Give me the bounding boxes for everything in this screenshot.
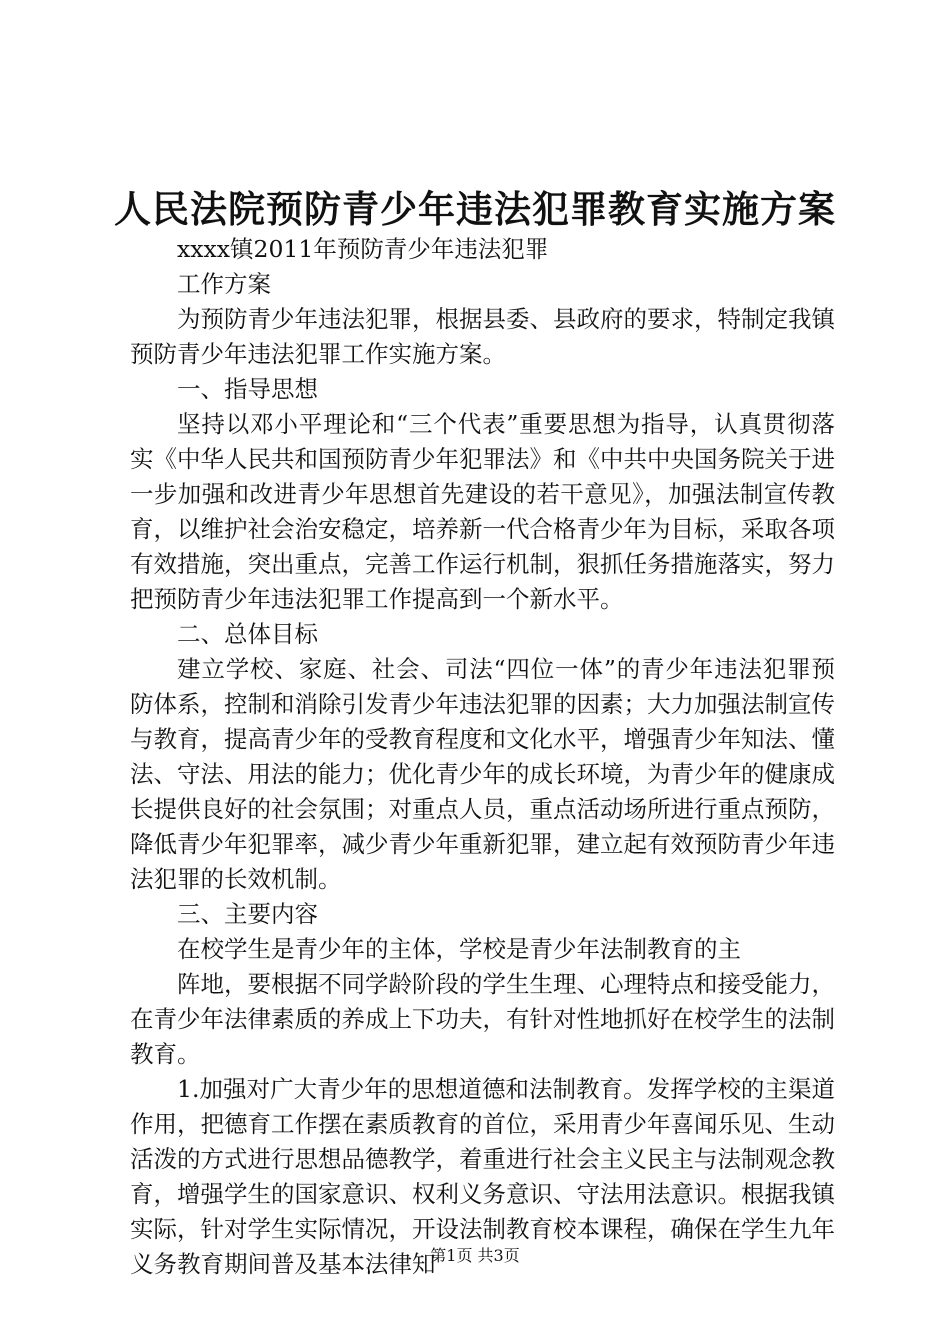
document-title: 人民法院预防青少年违法犯罪教育实施方案 bbox=[114, 187, 836, 231]
paragraph-3: 为预防青少年违法犯罪，根据县委、县政府的要求，特制定我镇预防青少年违法犯罪工作实施方案。 bbox=[130, 305, 835, 368]
section-heading-3: 三、主要内容 bbox=[177, 900, 318, 928]
page-footer: 第1页 共3页 bbox=[430, 1246, 520, 1265]
paragraph-8: 1.加强对广大青少年的思想道德和法制教育。发挥学校的主渠道作用，把德育工作摆在素质教育的首位，采用青少年喜闻乐见、生动活泼的方式进行思想品德教学，着重进行社会主义民主与法制观念教育，增强学生的国家意识、权利义务意识、守法用法意识。根据我镇实际，针对学生实际情况，开设法制教育校本课程，确保在学生九年义务教育期间普及基本法律知 bbox=[130, 1075, 835, 1278]
paragraph-6: 在校学生是青少年的主体，学校是青少年法制教育的主 bbox=[177, 935, 741, 963]
paragraph-2: 工作方案 bbox=[177, 270, 271, 298]
paragraph-5: 建立学校、家庭、社会、司法“四位一体”的青少年违法犯罪预防体系，控制和消除引发青少年违法犯罪的因素；大力加强法制宣传与教育，提高青少年的受教育程度和文化水平，增强青少年知法、懂法、守法、用法的能力；优化青少年的成长环境，为青少年的健康成长提供良好的社会氛围；对重点人员，重点活动场所进行重点预防，降低青少年犯罪率，减少青少年重新犯罪，建立起有效预防青少年违法犯罪的长效机制。 bbox=[130, 655, 835, 893]
document-body bbox=[130, 232, 835, 1282]
paragraph-4: 坚持以邓小平理论和“三个代表”重要思想为指导，认真贯彻落实《中华人民共和国预防青少年犯罪法》和《中共中央国务院关于进一步加强和改进青少年思想首先建设的若干意见》，加强法制宣传教育，以维护社会治安稳定，培养新一代合格青少年为目标，采取各项有效措施，突出重点，完善工作运行机制，狠抓任务措施落实，努力把预防青少年违法犯罪工作提高到一个新水平。 bbox=[130, 410, 835, 613]
section-heading-2: 二、总体目标 bbox=[177, 620, 318, 648]
section-heading-1: 一、指导思想 bbox=[177, 375, 318, 403]
paragraph-7: 阵地，要根据不同学龄阶段的学生生理、心理特点和接受能力，在青少年法律素质的养成上下功夫，有针对性地抓好在校学生的法制教育。 bbox=[130, 970, 835, 1068]
paragraph-1: xxxx镇2011年预防青少年违法犯罪 bbox=[177, 235, 549, 263]
